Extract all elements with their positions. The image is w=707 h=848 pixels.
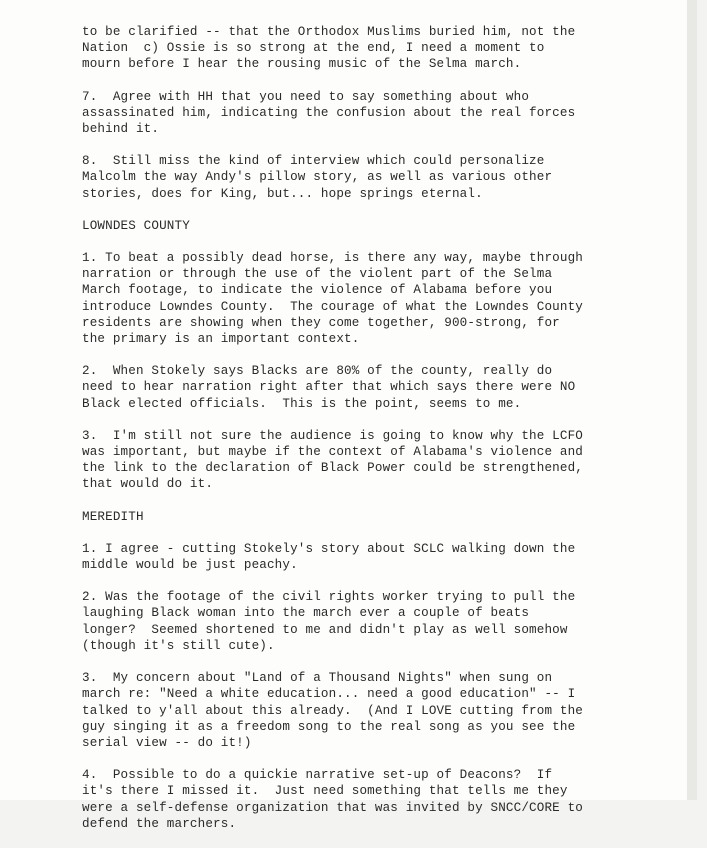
text-line: it's there I missed it. Just need something that tells me they — [82, 784, 568, 799]
text-line: (though it's still cute). — [82, 638, 275, 653]
section-heading-meredith: MEREDITH — [82, 509, 144, 524]
text-line: 2. Was the footage of the civil rights worker trying to pull the — [82, 590, 576, 605]
text-line: Nation c) Ossie is so strong at the end, I need a moment to — [82, 41, 545, 56]
text-line: serial view -- do it!) — [82, 735, 252, 750]
document-body — [82, 24, 682, 848]
text-line: 1. To beat a possibly dead horse, is there any way, maybe through — [82, 251, 583, 266]
text-line: that would do it. — [82, 477, 214, 492]
text-line: introduce Lowndes County. The courage of what the Lowndes County — [82, 299, 583, 314]
paragraph — [82, 89, 682, 138]
paragraph — [82, 24, 682, 73]
text-line: the primary is an important context. — [82, 332, 360, 347]
text-line: March footage, to indicate the violence of Alabama before you — [82, 283, 553, 298]
text-line: were a self-defense organization that was invited by SNCC/CORE to — [82, 800, 583, 815]
text-line: laughing Black woman into the march ever a couple of beats — [82, 606, 530, 621]
paragraph — [82, 250, 682, 347]
text-line: 2. When Stokely says Blacks are 80% of the county, really do — [82, 364, 553, 379]
text-line: talked to y'all about this already. (And I LOVE cutting from the — [82, 703, 583, 718]
paragraph — [82, 541, 682, 573]
text-line: 3. My concern about "Land of a Thousand Nights" when sung on — [82, 671, 553, 686]
text-line: assassinated him, indicating the confusion about the real forces — [82, 105, 576, 120]
text-line: longer? Seemed shortened to me and didn't play as well somehow — [82, 622, 568, 637]
text-line: to be clarified -- that the Orthodox Muslims buried him, not the — [82, 25, 576, 39]
text-line: march re: "Need a white education... need a good education" -- I — [82, 687, 576, 702]
text-line: Malcolm the way Andy's pillow story, as well as various other — [82, 170, 553, 185]
paragraph — [82, 670, 682, 751]
page-edge — [687, 0, 697, 800]
text-line: behind it. — [82, 122, 160, 137]
paragraph — [82, 589, 682, 654]
text-line: stories, does for King, but... hope springs eternal. — [82, 186, 483, 201]
text-line: guy singing it as a freedom song to the real song as you see the — [82, 719, 576, 734]
paragraph — [82, 363, 682, 412]
text-line: 7. Agree with HH that you need to say something about who — [82, 89, 530, 104]
text-line: defend the marchers. — [82, 816, 237, 831]
paragraph — [82, 153, 682, 202]
text-line: 4. Possible to do a quickie narrative set-up of Deacons? If — [82, 768, 553, 783]
text-line: Black elected officials. This is the point, seems to me. — [82, 396, 522, 411]
section-heading-lowndes-county: LOWNDES COUNTY — [82, 218, 190, 233]
paragraph — [82, 428, 682, 493]
text-line: residents are showing when they come together, 900-strong, for — [82, 315, 560, 330]
text-line: was important, but maybe if the context of Alabama's violence and — [82, 445, 583, 460]
text-line: 8. Still miss the kind of interview which could personalize — [82, 154, 545, 169]
text-line: need to hear narration right after that which says there were NO — [82, 380, 576, 395]
text-line: 3. I'm still not sure the audience is going to know why the LCFO — [82, 428, 583, 443]
text-line: narration or through the use of the violent part of the Selma — [82, 267, 553, 282]
text-line: 1. I agree - cutting Stokely's story about SCLC walking down the — [82, 541, 576, 556]
text-line: the link to the declaration of Black Power could be strengthened, — [82, 461, 583, 476]
text-line: middle would be just peachy. — [82, 558, 298, 573]
text-line: mourn before I hear the rousing music of the Selma march. — [82, 57, 522, 72]
